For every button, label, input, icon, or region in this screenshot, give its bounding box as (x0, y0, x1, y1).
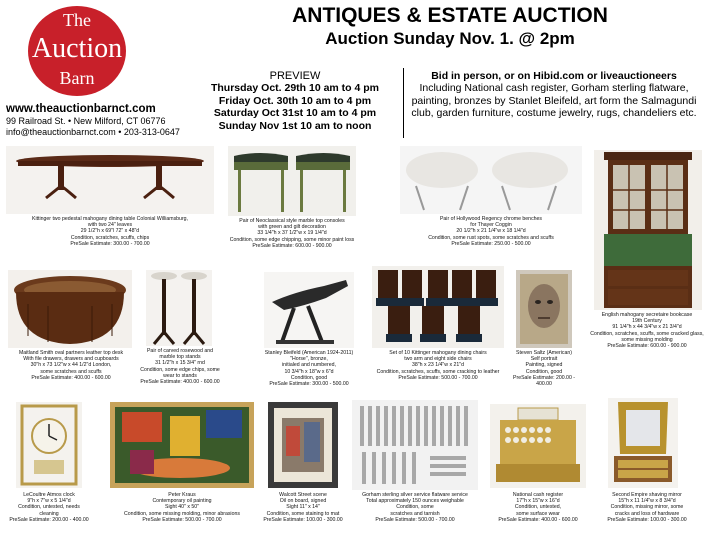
lot-condition: Condition, untested, needs (18, 504, 80, 511)
lot-title: English mahogany secretaire bookcase (601, 312, 693, 318)
benches-photo (400, 146, 582, 214)
framed-artwork-photo (268, 402, 338, 488)
contact-block (6, 103, 196, 137)
shaving-mirror-photo (608, 398, 678, 488)
lot-detail: Self portrait (530, 356, 558, 363)
bid-body: Including National cash register, Gorham sterling flatware, painting, bronzes by Stanlet Bleifeld, art form the Salmagundi club, garden furniture, costume jewelry, rugs, chandeliers etc. (411, 82, 697, 119)
lot-title: Steven Saltz (American) (516, 350, 572, 356)
oil-painting-photo (110, 402, 254, 488)
preview-line: Thursday Oct. 29th 10 am to 4 pm (210, 82, 380, 94)
preview-schedule (190, 70, 400, 132)
lot-condition: Condition, some edge chipping, some minor paint loss (229, 236, 355, 243)
lot-condition-detail: scratches and tarnish (390, 510, 440, 517)
pedestals-photo (146, 270, 212, 346)
lot-dimensions: Sight 40" x 50" (165, 504, 199, 511)
lot-detail: two arm and eight side chairs (404, 356, 472, 363)
lot-estimate: PreSale Estimate: 100.00 - 300.00 (263, 516, 343, 523)
pedestals-caption (140, 348, 220, 385)
atmos-clock-caption (6, 492, 92, 523)
lot-title: Set of 10 Kittinger mahogany dining chairs (389, 350, 487, 356)
partners-desk-caption (4, 350, 138, 381)
lot-condition: Condition, scratches, scuffs, chips (70, 234, 150, 241)
ad-title: ANTIQUES & ESTATE AUCTION (292, 4, 608, 27)
framed-artwork-caption (260, 492, 346, 523)
lot-condition-detail: some surface wear (516, 510, 560, 517)
lot-estimate: PreSale Estimate: 400.00 - 600.00 (498, 516, 578, 523)
lot-title: Pair of Neoclassical style marble top consoles (239, 218, 345, 224)
lot-condition: Condition, untested, (514, 504, 562, 511)
lot-condition-detail: cracks and loss of hardware (614, 510, 680, 517)
secretary-caption (590, 312, 704, 349)
lot-condition: Condition, some (396, 504, 434, 511)
preview-line: Saturday Oct 31st 10 am to 4 pm (213, 107, 377, 119)
lot-detail: for Thayer Coggin (470, 222, 512, 229)
preview-heading: PREVIEW (269, 70, 321, 82)
lot-dimensions: 17"h x 15"w x 16"d (516, 498, 560, 505)
lot-dimensions: Painting, signed (525, 362, 563, 369)
partners-desk-photo (8, 270, 132, 348)
lot-dimensions: 30"h x 73 1/2"w x 44 1/2"d London, (30, 362, 112, 369)
lot-title: Kittinger two pedestal mahogany dining table Colonial Williamsburg, (32, 216, 188, 222)
lot-title: Maitland Smith oval partners leather top desk (18, 350, 124, 356)
self-portrait-caption (508, 350, 580, 387)
lot-title: Pair of carved rosewood and (146, 348, 214, 354)
logo-line-1: The (63, 10, 91, 30)
dining-chairs-photo (372, 266, 504, 348)
lot-estimate: PreSale Estimate: 400.00 - 600.00 (31, 374, 111, 381)
shaving-mirror-caption (594, 492, 700, 523)
benches-caption (396, 216, 586, 247)
lot-condition: Condition, good (290, 374, 328, 381)
logo-line-2: Auction (31, 33, 123, 64)
lot-detail: cleaning (39, 510, 59, 517)
lot-detail: with green and gilt decoration (258, 224, 326, 231)
lot-estimate: PreSale Estimate: 600.00 - 900.00 (252, 242, 332, 249)
flatware-caption (346, 492, 484, 523)
atmos-clock-photo (16, 402, 82, 488)
lot-detail: Oil on board, signed (279, 498, 327, 505)
lot-title: LeCoultre Atmos clock (23, 492, 75, 498)
lot-detail: with two 24" leaves (87, 222, 133, 229)
lot-detail: Total approximately 150 ounces weighable (366, 498, 464, 505)
lot-condition: Condition, some edge chips, some wear to stands (140, 366, 220, 379)
lot-condition: Condition, some staining to mat (266, 510, 340, 517)
lot-condition: Condition, missing mirror, some (610, 504, 684, 511)
lot-condition: Condition, some rust spots, some scratches and scuffs (428, 234, 554, 241)
lot-estimate: PreSale Estimate: 500.00 - 700.00 (142, 516, 222, 523)
lot-dimensions: 38"h x 23 1/4"w x 21"d (412, 362, 464, 369)
flatware-photo (352, 400, 478, 490)
lot-dimensions: 15"h x 11 1/4"w x 8 3/4"d (618, 498, 676, 505)
lot-dimensions: 33 1/4"h x 37 1/2"w x 19 1/4"d (257, 230, 327, 237)
website-link[interactable]: www.theauctionbarnct.com (6, 103, 156, 115)
lot-title: Walcott Street scene (279, 492, 327, 498)
lot-condition: Condition, good (525, 368, 563, 375)
email-phone[interactable]: info@theauctionbarnct.com • 203-313-0647 (6, 126, 180, 137)
lot-dimensions: 29 1/2"h x 69"l 72" x 48"d (80, 228, 140, 235)
lot-condition: some scratches and scuffs (40, 368, 102, 375)
lot-detail: marble top stands (159, 354, 201, 361)
auction-barn-logo (28, 6, 126, 96)
lot-estimate: PreSale Estimate: 400.00 - 600.00 (140, 379, 220, 386)
logo-line-3: Barn (59, 68, 95, 88)
lot-condition: Condition, some missing molding, minor abrasions (124, 510, 240, 517)
preview-line: Friday Oct. 30th 10 am to 4 pm (218, 94, 372, 107)
lot-title: Pair of Hollywood Regency chrome benches (439, 216, 543, 222)
lot-estimate: PreSale Estimate: 200.00 - 400.00 (9, 516, 89, 523)
lot-title: Stanley Bleifeld (American 1924-2011) "Horse", bronze, (264, 350, 354, 363)
lot-dimensions: 91 1/4"h x 44 3/4"w x 21 3/4"d (612, 324, 682, 331)
lot-dimensions: 10 3/4"h x 18"w x 6"d (284, 368, 334, 375)
secretary-bookcase-photo (594, 150, 702, 310)
dining-table-caption (6, 216, 214, 247)
lot-estimate: PreSale Estimate: 200.00 - 400.00 (513, 374, 575, 388)
lot-estimate: PreSale Estimate: 300.00 - 500.00 (269, 381, 349, 388)
lot-detail: 19th Century (632, 318, 662, 325)
console-tables-caption (222, 218, 362, 249)
lot-estimate: PreSale Estimate: 250.00 - 500.00 (451, 240, 531, 247)
console-tables-photo (228, 146, 356, 216)
cash-register-photo (490, 404, 586, 488)
lot-dimensions: Sight 11" x 14" (286, 504, 320, 511)
lot-dimensions: 20 1/2"h x 21 1/4"w x 18 1/4"d (456, 228, 526, 235)
lot-dimensions: 31 1/2"h x 15 3/4" rnd (155, 360, 205, 367)
lot-title: Second Empire shaving mirror (612, 492, 682, 498)
lot-title: Gorham sterling silver service flatware service (362, 492, 468, 498)
ad-subtitle: Auction Sunday Nov. 1. @ 2pm (325, 29, 575, 48)
lot-detail: Contemporary oil painting (152, 498, 212, 505)
self-portrait-photo (516, 270, 572, 348)
bronze-caption (256, 350, 362, 387)
dining-chairs-caption (368, 350, 508, 381)
dining-table-photo (6, 146, 214, 214)
oil-painting-caption (104, 492, 260, 523)
preview-line: Sunday Nov 1st 10 am to noon (218, 119, 372, 132)
lot-detail: With file drawers, drawers and cupboards (23, 356, 119, 363)
cash-register-caption (484, 492, 592, 523)
bronze-horse-photo (264, 272, 354, 348)
lot-dimensions: 9"h x 7"w x 5 1/4"d (27, 498, 71, 505)
bid-heading: Bid in person, or on Hibid.com or liveauctioneers (431, 70, 677, 82)
lot-estimate: PreSale Estimate: 500.00 - 700.00 (375, 516, 455, 523)
lot-title: Peter Kraus (168, 492, 196, 498)
lot-estimate: PreSale Estimate: 300.00 - 700.00 (70, 240, 150, 247)
lot-condition: Condition, scratches, scuffs, some cracked glass, some missing molding (590, 330, 704, 343)
lot-condition: Condition, scratches, scuffs, some cracking to leather (376, 368, 500, 375)
header-divider (403, 68, 404, 138)
lot-estimate: PreSale Estimate: 500.00 - 700.00 (398, 374, 478, 381)
lot-title: National cash register (512, 492, 564, 498)
lot-estimate: PreSale Estimate: 600.00 - 900.00 (607, 343, 687, 350)
ad-header (205, 4, 695, 49)
lot-estimate: PreSale Estimate: 100.00 - 300.00 (607, 516, 687, 523)
address: 99 Railroad St. • New Milford, CT 06776 (6, 116, 166, 126)
lot-detail: initialed and numbered, (282, 362, 336, 369)
bid-info (407, 70, 701, 120)
